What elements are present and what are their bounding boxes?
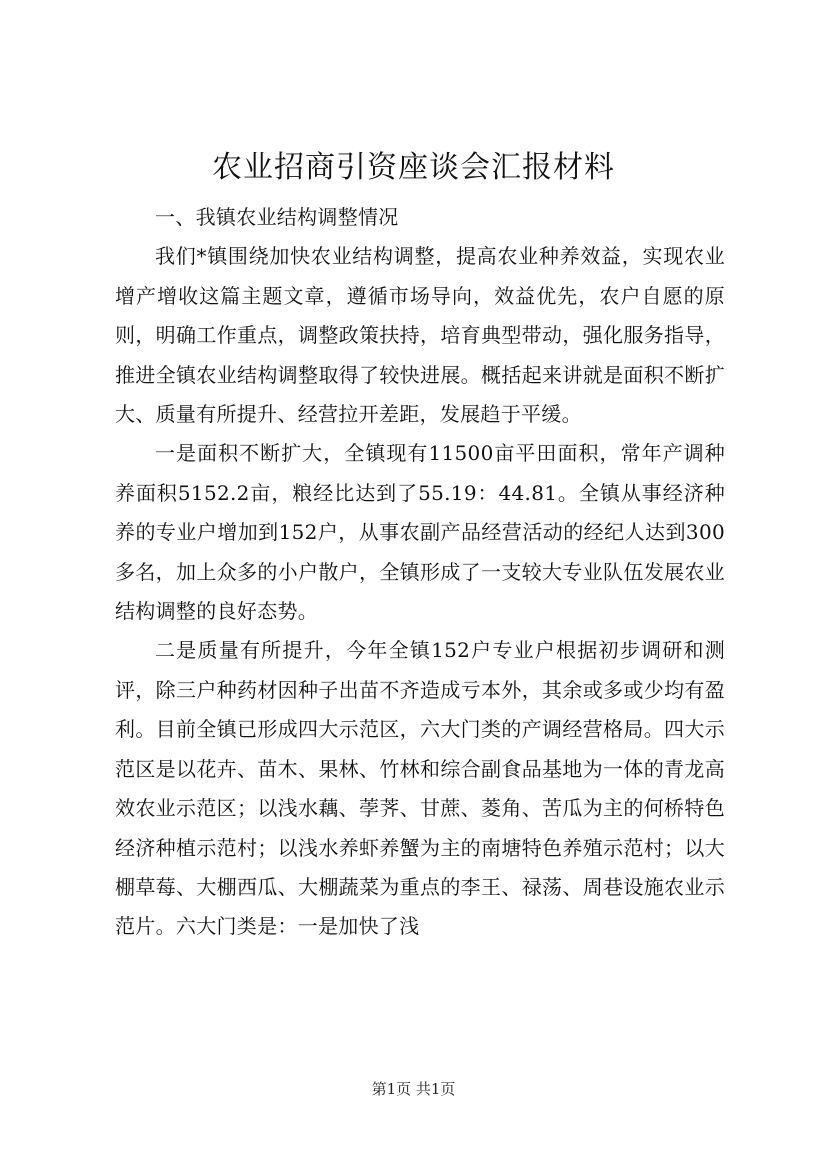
paragraph-area-expansion: 一是面积不断扩大，全镇现有11500亩平田面积，常年产调种养面积5152.2亩，粮经比达到了55.19：44.81。全镇从事经济种养的专业户增加到152户，从事农副产品经营活动的经纪人达到300多名，加上众多的小户散户，全镇形成了一支较大专业队伍发展农业结构调整的良好态势。 <box>115 441 725 624</box>
paragraph-overview: 我们*镇围绕加快农业结构调整，提高农业种养效益，实现农业增产增收这篇主题文章，遵循市场导向，效益优先，农户自愿的原则，明确工作重点，调整政策扶持，培育典型带动，强化服务指导，推进全镇农业结构调整取得了较快进展。概括起来讲就是面积不断扩大、质量有所提升、经营拉开差距，发展趋于平缓。 <box>115 244 725 427</box>
section-heading: 一、我镇农业结构调整情况 <box>155 205 399 229</box>
paragraph-quality-improvement: 二是质量有所提升，今年全镇152户专业户根据初步调研和测评，除三户种药材因种子出苗不齐造成亏本外，其余或多或少均有盈利。目前全镇已形成四大示范区，六大门类的产调经营格局。四大示范区是以花卉、苗木、果林、竹林和综合副食品基地为一体的青龙高效农业示范区；以浅水藕、荸荠、甘蔗、菱角、苦瓜为主的何桥特色经济种植示范村；以浅水养虾养蟹为主的南塘特色养殖示范村；以大棚草莓、大棚西瓜、大棚蔬菜为重点的李王、禄荡、周巷设施农业示范片。六大门类是：一是加快了浅 <box>115 638 725 939</box>
document-title: 农业招商引资座谈会汇报材料 <box>212 150 615 185</box>
page-number-footer: 第1页 共1页 <box>371 1080 456 1098</box>
document-body <box>115 198 725 947</box>
